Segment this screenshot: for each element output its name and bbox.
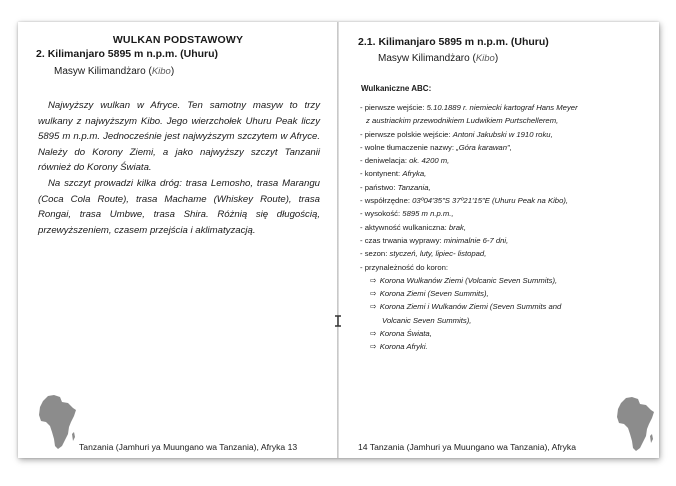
fact-label: - kontynent:: [360, 169, 403, 179]
fact-label: - wolne tłumaczenie nazwy:: [360, 142, 457, 152]
doc-title: WULKAN PODSTAWOWY: [112, 34, 244, 46]
subtitle-kibo: Kibo: [151, 66, 171, 77]
fact-label: - przynależność do koron:: [360, 262, 449, 272]
section-heading: [358, 36, 549, 48]
fact-item: [360, 194, 650, 207]
section-subtitle: [378, 53, 498, 64]
fact-label: - aktywność wulkaniczna:: [360, 222, 449, 232]
fact-value: minimalnie 6-7 dni,: [443, 235, 509, 245]
crown-text: Korona Świata,: [379, 329, 432, 339]
fact-value: brak,: [448, 222, 466, 232]
fact-value: 03º04'35"S 37º21'15"E (Uhuru Peak na Kibo),: [412, 196, 569, 206]
fact-value: Afryka,: [402, 169, 427, 179]
crown-item-continued: Volcanic Seven Summits),: [382, 315, 472, 325]
crown-item: [370, 327, 650, 340]
arrow-icon: ⇨: [370, 289, 377, 299]
section-heading: [36, 48, 218, 60]
page-footer: Tanzania (Jamhuri ya Muungano wa Tanzania), Afryka 13: [79, 442, 298, 452]
fact-item: [360, 234, 650, 247]
fact-label: - państwo:: [360, 182, 398, 192]
section-title: Kilimanjaro 5895 m n.p.m. (Uhuru): [378, 36, 549, 48]
crowns-list-container: [360, 274, 650, 354]
paragraph: Na szczyt prowadzi kilka dróg: trasa Lemosho, trasa Marangu (Coca Cola Route), trasa Machame (Whiskey Route), trasa Rongai, trasa Umbwe, trasa Shira. Różnią się długością, przewyższeniem, czasem przejścia i aklimatyzacją.: [38, 178, 320, 236]
left-page: [18, 22, 338, 458]
crown-text: Korona Afryki.: [379, 342, 428, 352]
fact-value: styczeń, luty, lipiec- listopad,: [389, 249, 487, 259]
fact-item: [360, 247, 650, 260]
document-spread: [18, 22, 659, 458]
page-footer: 14 Tanzania (Jamhuri ya Muungano wa Tanzania), Afryka: [358, 442, 576, 452]
fact-item: [360, 154, 650, 167]
abc-title: Wulkaniczne ABC:: [361, 84, 432, 93]
section-title: Kilimanjaro 5895 m n.p.m. (Uhuru): [47, 48, 219, 60]
fact-value: Tanzania,: [397, 182, 431, 192]
fact-item: [360, 167, 650, 180]
crown-item: [370, 300, 650, 313]
fact-label: - sezon:: [360, 249, 390, 259]
fact-value: ok. 4200 m,: [409, 156, 450, 166]
arrow-icon: ⇨: [370, 329, 377, 339]
fact-value: Antoni Jakubski w 1910 roku,: [452, 129, 553, 139]
subtitle-text: Masyw Kilimandżaro (: [378, 53, 476, 64]
paragraph: Najwyższy wulkan w Afryce. Ten samotny masyw to trzy wulkany z najwyższym Kibo. Jego wierzchołek Uhuru Peak liczy 5895 m n.p.m. Jednocześnie jest najwyższym szczytem w Afryce. Należy do Korony Ziemi, a jako najwyższy szczyt Tanzanii również do Korony Świata.: [38, 100, 320, 174]
crown-item: [370, 274, 650, 287]
crown-item: [370, 287, 650, 300]
arrow-icon: ⇨: [370, 342, 377, 352]
fact-item: [360, 181, 650, 194]
crown-text: Korona Ziemi (Seven Summits),: [379, 289, 489, 299]
fact-value: 5.10.1889 r. niemiecki kartograf Hans Meyer: [426, 103, 578, 112]
africa-map-icon: [38, 394, 78, 450]
fact-value: „Góra karawan",: [456, 142, 512, 152]
fact-item: [360, 128, 650, 141]
fact-label: - pierwsze polskie wejście:: [360, 129, 453, 139]
fact-item: [360, 221, 650, 234]
fact-item: [360, 261, 650, 274]
facts-list: [360, 101, 650, 354]
arrow-icon: ⇨: [370, 275, 377, 285]
fact-item: [360, 207, 650, 220]
fact-label: - wysokość:: [360, 209, 403, 219]
subtitle-kibo: Kibo: [475, 53, 495, 64]
subtitle-close: ): [494, 53, 499, 64]
fact-item: [360, 141, 650, 154]
section-number: 2.: [36, 48, 45, 60]
crown-text: Korona Wulkanów Ziemi (Volcanic Seven Summits),: [379, 275, 558, 285]
subtitle-text: Masyw Kilimandżaro (: [54, 66, 152, 77]
fact-label: - deniwelacja:: [360, 156, 410, 166]
crown-text: Korona Ziemi i Wulkanów Ziemi (Seven Summits and: [379, 302, 562, 312]
crowns-list: [360, 274, 650, 354]
fact-value: 5895 m n.p.m.,: [402, 209, 454, 219]
arrow-icon: ⇨: [370, 302, 377, 312]
africa-map-icon: [616, 396, 656, 452]
fact-label: - pierwsze wejście:: [360, 103, 427, 112]
section-subtitle: [54, 66, 174, 77]
crown-item: [370, 340, 650, 353]
fact-label: - czas trwania wyprawy:: [360, 235, 444, 245]
fact-label: - współrzędne:: [360, 196, 413, 206]
subtitle-close: ): [170, 66, 175, 77]
section-number: 2.1.: [358, 36, 376, 48]
fact-item-continued: z austriackim przewodnikiem Ludwikiem Purtschellerem,: [366, 116, 559, 126]
right-page: [339, 22, 659, 458]
fact-item: [360, 101, 650, 114]
